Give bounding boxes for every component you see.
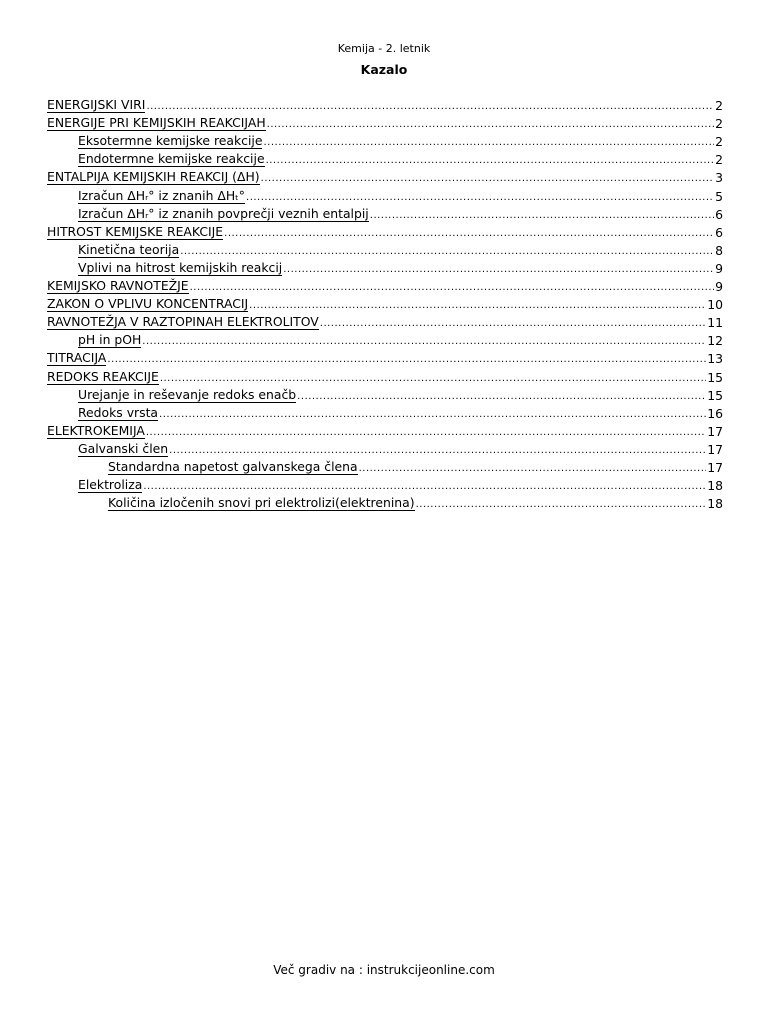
toc-entry-title[interactable]: Endotermne kemijske reakcije xyxy=(78,151,265,167)
toc-dot-leader xyxy=(142,336,706,348)
toc-entry-title[interactable]: pH in pOH xyxy=(78,332,142,348)
toc-entry-title[interactable]: ENTALPIJA KEMIJSKIH REAKCIJ (ΔH) xyxy=(47,169,260,185)
toc-entry-title[interactable]: KEMIJSKO RAVNOTEŽJE xyxy=(47,278,189,294)
toc-page-number[interactable]: 17 xyxy=(707,459,723,475)
toc-dot-leader xyxy=(283,264,714,276)
toc-entry-title[interactable]: Redoks vrsta xyxy=(78,404,159,420)
document-title: Kazalo xyxy=(360,62,408,77)
toc-page-number[interactable]: 5 xyxy=(715,188,723,204)
toc-page-number[interactable]: 11 xyxy=(707,315,723,331)
toc-entry[interactable] xyxy=(47,457,723,475)
toc-page-number[interactable]: 15 xyxy=(707,387,723,403)
toc-page-number[interactable]: 6 xyxy=(715,224,723,240)
toc-entry[interactable] xyxy=(47,95,723,113)
toc-page-number[interactable]: 2 xyxy=(715,134,723,150)
toc-entry[interactable] xyxy=(47,366,723,384)
toc-page-number[interactable]: 9 xyxy=(715,260,723,276)
toc-entry[interactable] xyxy=(47,403,723,421)
toc-entry[interactable] xyxy=(47,131,723,149)
toc-entry[interactable] xyxy=(47,385,723,403)
toc-entry-title[interactable]: Urejanje in reševanje redoks enačb xyxy=(78,386,297,402)
toc-entry-title[interactable]: ELEKTROKEMIJA xyxy=(47,422,145,438)
toc-page-number[interactable]: 18 xyxy=(707,496,723,512)
toc-page-number[interactable]: 12 xyxy=(707,333,723,349)
toc-dot-leader xyxy=(143,481,706,493)
toc-entry-title[interactable]: Galvanski člen xyxy=(78,440,169,456)
toc-page-number[interactable]: 17 xyxy=(707,441,723,457)
toc-dot-leader xyxy=(159,409,706,421)
toc-entry[interactable] xyxy=(47,475,723,493)
toc-page-number[interactable]: 17 xyxy=(707,423,723,439)
table-of-contents xyxy=(47,95,723,511)
toc-page-number[interactable]: 13 xyxy=(707,351,723,367)
toc-page-number[interactable]: 2 xyxy=(715,116,723,132)
toc-entry-title[interactable]: Izračun ΔHᵣ° iz znanih povprečji veznih entalpij xyxy=(78,205,369,221)
toc-entry-title[interactable]: ENERGIJE PRI KEMIJSKIH REAKCIJAH xyxy=(47,115,266,131)
toc-page-number[interactable]: 15 xyxy=(707,369,723,385)
toc-entry[interactable] xyxy=(47,222,723,240)
toc-entry-title[interactable]: Standardna napetost galvanskega člena xyxy=(108,458,358,474)
toc-entry[interactable] xyxy=(47,113,723,131)
toc-entry[interactable] xyxy=(47,276,723,294)
toc-entry-title[interactable]: Kinetična teorija xyxy=(78,241,180,257)
toc-dot-leader xyxy=(359,463,707,475)
toc-dot-leader xyxy=(160,373,706,385)
toc-dot-leader xyxy=(249,300,706,312)
toc-entry-title[interactable]: Količina izločenih snovi pri elektrolizi(elektrenina) xyxy=(108,495,415,511)
toc-entry-title[interactable]: Vplivi na hitrost kemijskih reakcij xyxy=(78,259,283,275)
toc-dot-leader xyxy=(146,101,714,113)
toc-page-number[interactable]: 8 xyxy=(715,242,723,258)
toc-page-number[interactable]: 6 xyxy=(715,206,723,222)
toc-dot-leader xyxy=(261,173,714,185)
toc-entry[interactable] xyxy=(47,167,723,185)
toc-entry-title[interactable]: Elektroliza xyxy=(78,477,143,493)
toc-dot-leader xyxy=(169,445,706,457)
toc-dot-leader xyxy=(263,137,714,149)
toc-dot-leader xyxy=(246,192,714,204)
toc-entry[interactable] xyxy=(47,348,723,366)
toc-entry[interactable] xyxy=(47,204,723,222)
toc-entry[interactable] xyxy=(47,149,723,167)
toc-entry[interactable] xyxy=(47,258,723,276)
toc-dot-leader xyxy=(180,246,714,258)
toc-page-number[interactable]: 2 xyxy=(715,152,723,168)
toc-dot-leader xyxy=(107,354,706,366)
toc-page-number[interactable]: 16 xyxy=(707,405,723,421)
toc-entry[interactable] xyxy=(47,294,723,312)
page-footer: Več gradiv na : instrukcijeonline.com xyxy=(273,963,495,977)
document-subject: Kemija - 2. letnik xyxy=(337,42,431,55)
toc-entry-title[interactable]: HITROST KEMIJSKE REAKCIJE xyxy=(47,223,224,239)
toc-entry[interactable] xyxy=(47,421,723,439)
toc-entry-title[interactable]: RAVNOTEŽJA V RAZTOPINAH ELEKTROLITOV xyxy=(47,314,319,330)
toc-entry[interactable] xyxy=(47,330,723,348)
toc-dot-leader xyxy=(146,427,706,439)
toc-dot-leader xyxy=(416,499,707,511)
toc-page-number[interactable]: 9 xyxy=(715,279,723,295)
toc-dot-leader xyxy=(224,228,714,240)
toc-entry-title[interactable]: TITRACIJA xyxy=(47,350,107,366)
toc-entry-title[interactable]: Izračun ΔHᵣ° iz znanih ΔHₜ° xyxy=(78,187,246,203)
toc-page-number[interactable]: 10 xyxy=(707,297,723,313)
toc-dot-leader xyxy=(190,282,714,294)
toc-page-number[interactable]: 3 xyxy=(715,170,723,186)
toc-entry-title[interactable]: Eksotermne kemijske reakcije xyxy=(78,133,263,149)
toc-entry[interactable] xyxy=(47,312,723,330)
toc-entry[interactable] xyxy=(47,493,723,511)
toc-dot-leader xyxy=(267,119,714,131)
toc-page-number[interactable]: 2 xyxy=(715,98,723,114)
toc-dot-leader xyxy=(266,155,715,167)
toc-entry-title[interactable]: ENERGIJSKI VIRI xyxy=(47,97,146,113)
toc-dot-leader xyxy=(320,318,706,330)
toc-entry[interactable] xyxy=(47,185,723,203)
toc-dot-leader xyxy=(297,391,706,403)
toc-page-number[interactable]: 18 xyxy=(707,478,723,494)
toc-entry-title[interactable]: REDOKS REAKCIJE xyxy=(47,368,159,384)
toc-entry[interactable] xyxy=(47,439,723,457)
toc-entry[interactable] xyxy=(47,240,723,258)
toc-entry-title[interactable]: ZAKON O VPLIVU KONCENTRACIJ xyxy=(47,296,249,312)
toc-dot-leader xyxy=(370,210,714,222)
